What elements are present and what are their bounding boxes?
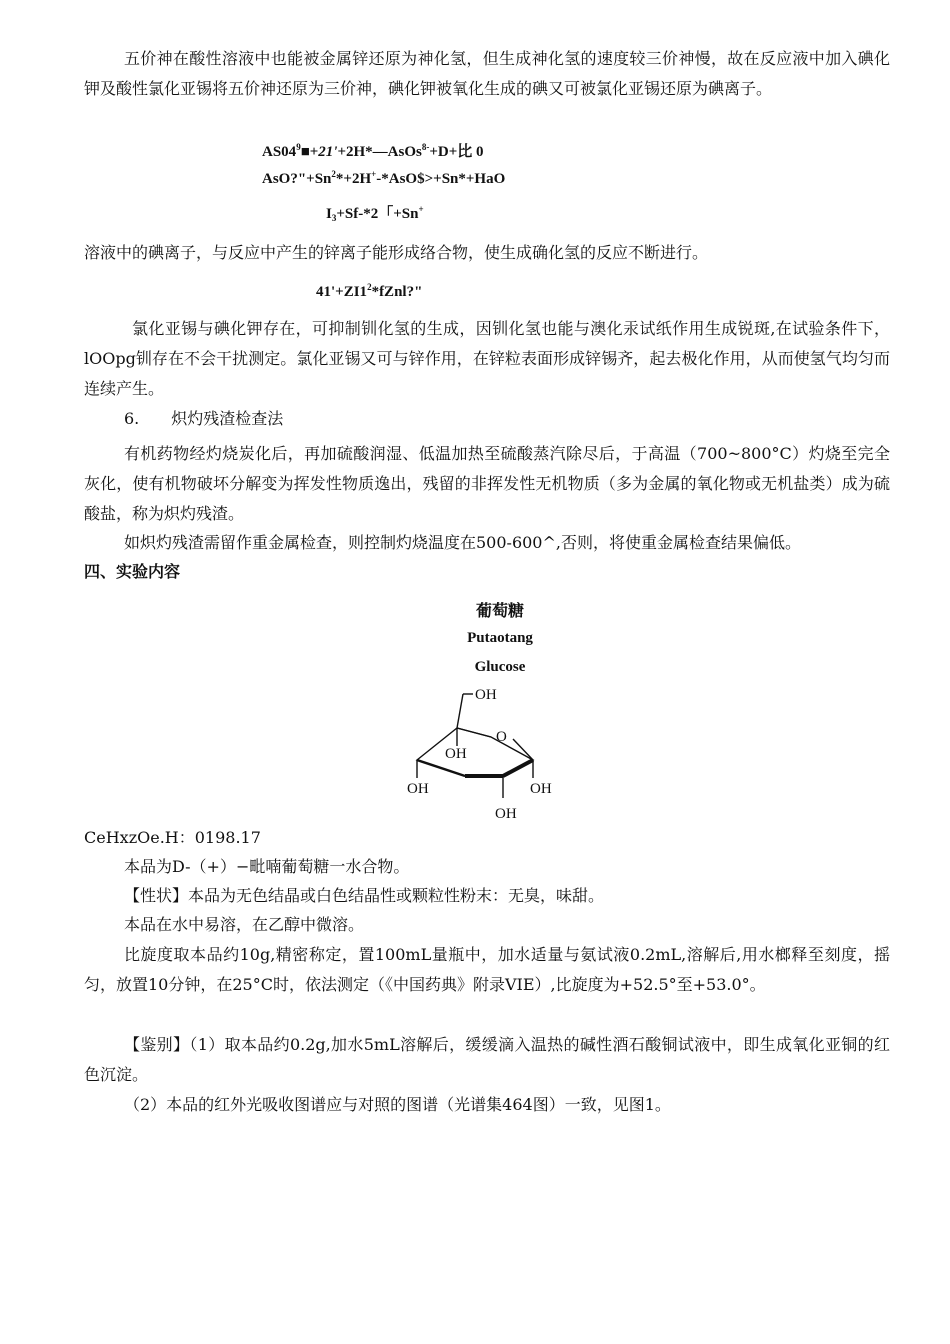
paragraph-iodide-complex: 溶液中的碘离子，与反应中产生的锌离子能形成络合物，使生成确化氢的反应不断进行。 xyxy=(84,243,709,262)
equation-1: $AS04^9■+21'+2H*—AsOs^{8-}+D+$比 0 xyxy=(262,142,484,160)
identification-test-1: 【鉴别】（1）取本品约0.2g,加水5mL溶解后，缓缓滴入温热的碱性酒石酸铜试液中，即生成氧化亚铜的红色沉淀。 xyxy=(84,1035,890,1084)
paragraph-heavy-metal-note: 如炽灼残渣需留作重金属检查，则控制灼烧温度在500-600^,否则，将使重金属检查结果偏低。 xyxy=(124,533,801,552)
compound-properties: 【性状】本品为无色结晶或白色结晶性或颗粒性粉末：无臭，味甜。 xyxy=(124,886,605,905)
label-ring-oxygen: O xyxy=(496,729,507,745)
label-oh-inner: OH xyxy=(445,746,467,762)
structure-bonds xyxy=(417,694,533,798)
glucose-structure-diagram xyxy=(405,680,575,825)
label-oh-left: OH xyxy=(407,781,429,797)
equation-2: $AsO?"+Sn^2*+2H^+-*AsO\$>+Sn*+HaO$ xyxy=(262,169,506,187)
equation-4: $41'+ZI1^2*fZnl$?" xyxy=(316,282,423,300)
compound-title-cn: 葡萄糖 xyxy=(475,601,524,620)
label-oh-bottom: OH xyxy=(495,806,517,822)
label-oh-right: OH xyxy=(530,781,552,797)
paragraph-arsenic-reduction: 五价神在酸性溶液中也能被金属锌还原为神化氢，但生成神化氢的速度较三价神慢，故在反应液中加入碘化钾及酸性氯化亚锡将五价神还原为三价神，碘化钾被氧化生成的碘又可被氯化亚锡还原为碘离子。 xyxy=(84,49,890,98)
compound-title-pinyin: Putaotang xyxy=(467,630,533,646)
paragraph-stannous-chloride: 氯化亚锡与碘化钾存在，可抑制钏化氢的生成，因钏化氢也能与澳化汞试纸作用生成锐斑,在试验条件下，lOOpg钏存在不会干扰测定。氯化亚锡又可与锌作用，在锌粒表面形成锌锡齐，起去极化作用，从而使氢气均匀而连续产生。 xyxy=(84,319,890,398)
section-heading-experiment: 四、实验内容 xyxy=(84,562,181,581)
molecular-formula-line: CeHxzOe.H：0198.17 xyxy=(84,828,261,847)
compound-title-en: Glucose xyxy=(474,659,526,675)
equation-3: $I_3+Sf-*2$「+Sn+ xyxy=(326,204,424,223)
identification-test-2: （2）本品的红外光吸收图谱应与对照的图谱（光谱集464图）一致，见图1。 xyxy=(124,1095,671,1114)
compound-solubility: 本品在水中易溶，在乙醇中微溶。 xyxy=(124,915,365,934)
section-6-heading: 6. 炽灼残渣检查法 xyxy=(124,409,284,428)
paragraph-ignition-residue: 有机药物经灼烧炭化后，再加硫酸润湿、低温加热至硫酸蒸汽除尽后，于高温（700~800°C）灼烧至完全灰化，使有机物破坏分解变为挥发性物质逸出，残留的非挥发性无机物质（多为金属的氧化物或无机盐类）成为硫酸盐，称为炽灼残渣。 xyxy=(84,444,890,523)
compound-description: 本品为D-（+）−毗喃葡萄糖一水合物。 xyxy=(124,857,410,876)
compound-specific-rotation: 比旋度取本品约10g,精密称定，置100mL量瓶中，加水适量与氨试液0.2mL,溶解后,用水榔释至刻度，摇匀，放置10分钟，在25°C时，依法测定（《中国药典》附录VIE）,比旋度为+52.5°至+53.0°。 xyxy=(84,945,890,994)
label-oh-top: OH xyxy=(475,687,497,703)
